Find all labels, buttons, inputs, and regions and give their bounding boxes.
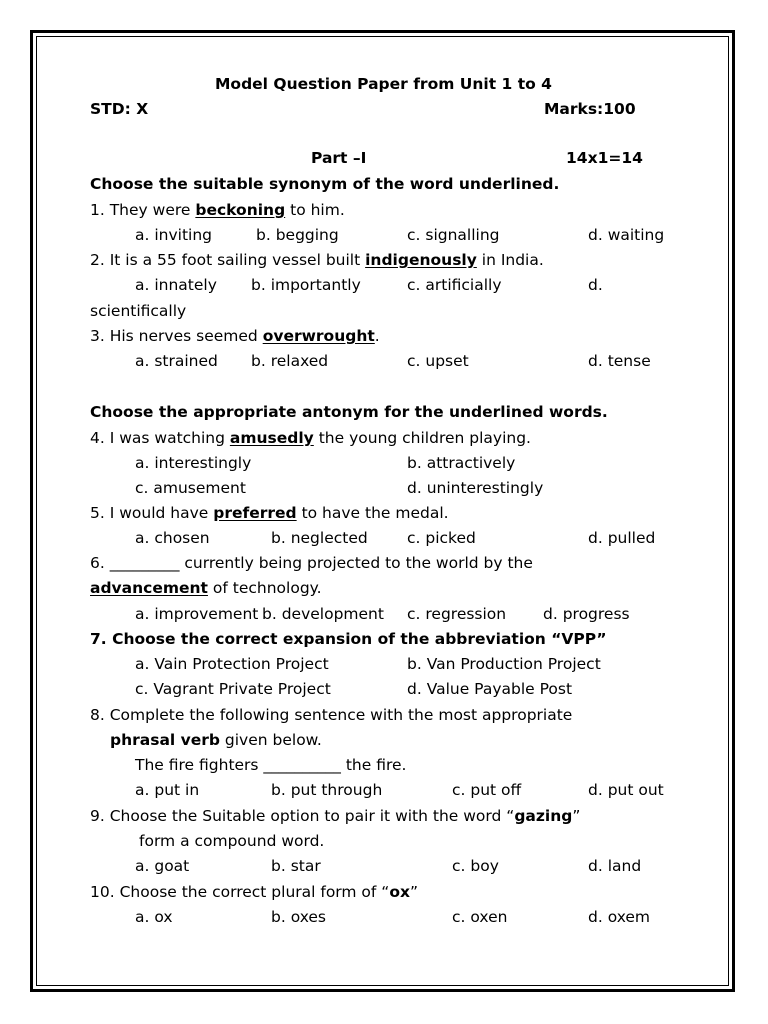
- option-a: a. innately: [135, 276, 217, 294]
- question-text: the young children playing.: [313, 429, 531, 447]
- option-b: b. neglected: [271, 529, 368, 547]
- paper-title: Model Question Paper from Unit 1 to 4: [215, 75, 552, 93]
- underlined-word: preferred: [213, 504, 297, 522]
- question-text: 10. Choose the correct plural form of “: [90, 883, 390, 901]
- option-d: d. Value Payable Post: [407, 680, 573, 698]
- question-5: [90, 503, 449, 523]
- question-2: [90, 250, 544, 270]
- question-text: 5. I would have: [90, 504, 214, 522]
- underlined-word: overwrought: [262, 327, 375, 345]
- question-text: 1. They were: [90, 201, 196, 219]
- option-d: d. waiting: [588, 226, 665, 244]
- question-3: [90, 326, 380, 346]
- question-8-continuation: [110, 730, 322, 750]
- option-a: a. strained: [135, 352, 218, 370]
- question-9: [90, 806, 580, 826]
- option-a: a. interestingly: [135, 454, 252, 472]
- option-c: c. boy: [452, 857, 499, 875]
- option-c: c. upset: [407, 352, 469, 370]
- option-d: d. tense: [588, 352, 651, 370]
- marks-label: Marks:100: [544, 100, 636, 118]
- question-text: to have the medal.: [296, 504, 449, 522]
- question-text: 3. His nerves seemed: [90, 327, 263, 345]
- option-c: c. signalling: [407, 226, 500, 244]
- option-b: b. attractively: [407, 454, 516, 472]
- question-6-continuation: [90, 578, 322, 598]
- option-b: b. importantly: [251, 276, 361, 294]
- option-a: a. improvement: [135, 605, 259, 623]
- question-text: .: [374, 327, 380, 345]
- question-text: in India.: [476, 251, 544, 269]
- option-c: c. oxen: [452, 908, 508, 926]
- option-d: d. pulled: [588, 529, 656, 547]
- question-text: 9. Choose the Suitable option to pair it with the word “: [90, 807, 515, 825]
- option-c: c. put off: [452, 781, 522, 799]
- bold-term: gazing: [514, 807, 573, 825]
- question-8: 8. Complete the following sentence with the most appropriate: [90, 706, 573, 724]
- question-text: ”: [572, 807, 581, 825]
- question-text: 4. I was watching: [90, 429, 230, 447]
- option-d: d. progress: [543, 605, 630, 623]
- question-text: ”: [410, 883, 419, 901]
- option-c: c. Vagrant Private Project: [135, 680, 331, 698]
- bold-term: ox: [389, 883, 410, 901]
- question-text: 2. It is a 55 foot sailing vessel built: [90, 251, 366, 269]
- option-b: b. oxes: [271, 908, 327, 926]
- question-1: [90, 200, 345, 220]
- question-text: of technology.: [207, 579, 322, 597]
- section-heading-antonym: Choose the appropriate antonym for the underlined words.: [90, 403, 608, 421]
- option-a: a. goat: [135, 857, 190, 875]
- option-d: d. put out: [588, 781, 664, 799]
- option-d: d. oxem: [588, 908, 651, 926]
- option-b: b. put through: [271, 781, 383, 799]
- underlined-word: beckoning: [195, 201, 286, 219]
- option-d-continuation: scientifically: [90, 302, 187, 320]
- option-c: c. amusement: [135, 479, 246, 497]
- question-6: 6. _________ currently being projected to the world by the: [90, 554, 533, 572]
- option-d: d.: [588, 276, 603, 294]
- option-b: b. star: [271, 857, 321, 875]
- option-d: d. land: [588, 857, 642, 875]
- option-b: b. relaxed: [251, 352, 329, 370]
- question-text: to him.: [285, 201, 345, 219]
- part-marks: 14x1=14: [566, 149, 643, 167]
- question-10: [90, 882, 418, 902]
- bold-term: phrasal verb: [110, 731, 220, 749]
- option-b: b. Van Production Project: [407, 655, 601, 673]
- question-9-continuation: form a compound word.: [139, 832, 325, 850]
- question-8-sentence: The fire fighters __________ the fire.: [135, 756, 407, 774]
- question-7: 7. Choose the correct expansion of the abbreviation “VPP”: [90, 630, 607, 648]
- underlined-word: indigenously: [365, 251, 477, 269]
- option-a: a. inviting: [135, 226, 213, 244]
- option-c: c. regression: [407, 605, 507, 623]
- option-d: d. uninterestingly: [407, 479, 544, 497]
- part-label: Part –I: [311, 149, 367, 167]
- option-a: a. Vain Protection Project: [135, 655, 329, 673]
- option-a: a. put in: [135, 781, 200, 799]
- question-text: given below.: [219, 731, 322, 749]
- std-label: STD: X: [90, 100, 149, 118]
- question-4: [90, 428, 531, 448]
- option-a: a. chosen: [135, 529, 210, 547]
- option-a: a. ox: [135, 908, 173, 926]
- option-c: c. picked: [407, 529, 476, 547]
- underlined-word: advancement: [90, 579, 208, 597]
- option-b: b. begging: [256, 226, 339, 244]
- option-b: b. development: [262, 605, 384, 623]
- section-heading-synonym: Choose the suitable synonym of the word underlined.: [90, 175, 560, 193]
- underlined-word: amusedly: [229, 429, 314, 447]
- option-c: c. artificially: [407, 276, 502, 294]
